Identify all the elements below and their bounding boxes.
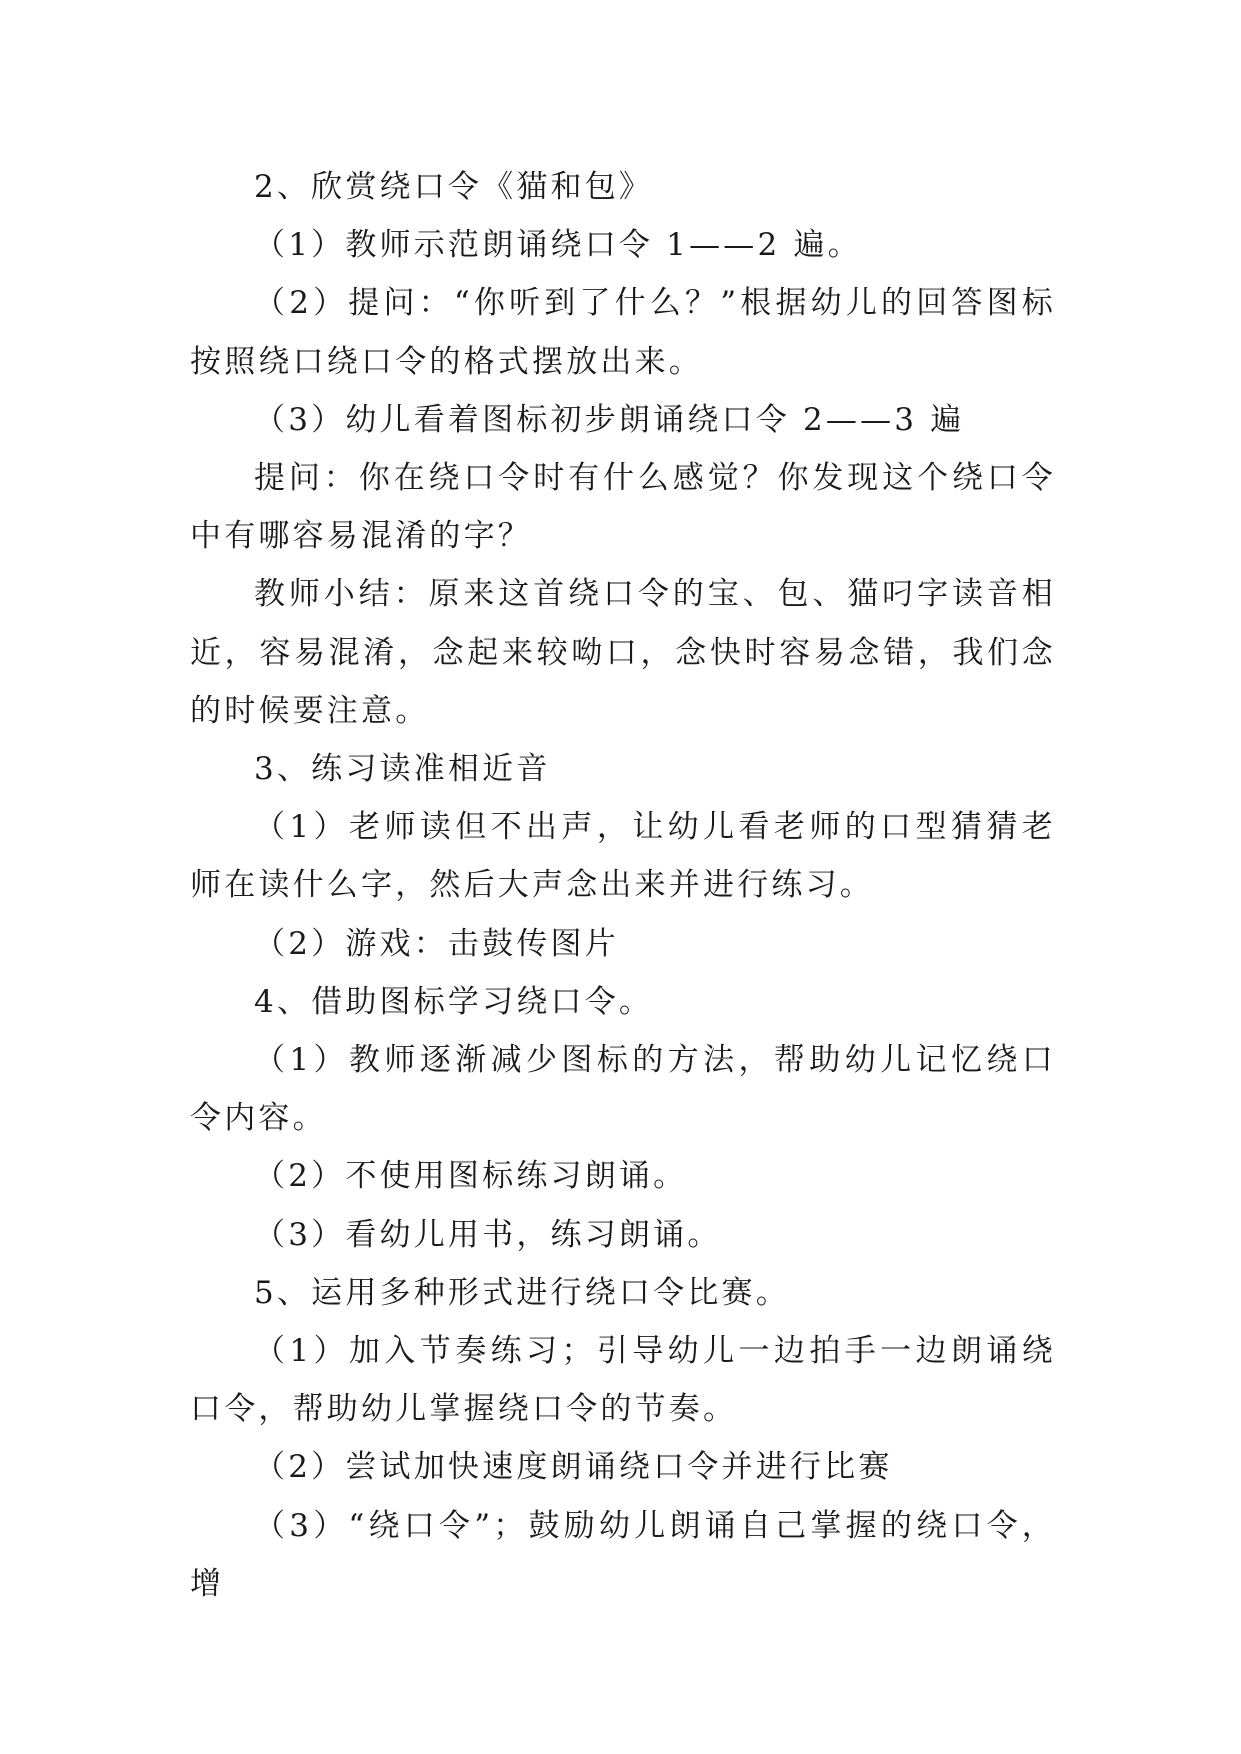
paragraph: （3）看幼儿用书，练习朗诵。	[254, 1216, 722, 1253]
paragraph: （3）幼儿看着图标初步朗诵绕口令 2——3 遍	[254, 401, 965, 438]
paragraph: 提问：你在绕口令时有什么感觉？你发现这个绕口令中有哪容易混淆的字？	[190, 460, 1056, 555]
section-heading-5: 5、运用多种形式进行绕口令比赛。	[254, 1274, 790, 1311]
section-heading-2: 2、欣赏绕口令《猫和包》	[254, 169, 654, 205]
section-heading-3: 3、练习读准相近音	[254, 751, 551, 788]
paragraph: （3）“绕口令”；鼓励幼儿朗诵自己掌握的绕口令，增	[190, 1507, 1056, 1602]
section-heading-4: 4、借助图标学习绕口令。	[254, 983, 654, 1020]
paragraph: （1）老师读但不出声，让幼儿看老师的口型猜猜老师在读什么字，然后大声念出来并进行练习。	[190, 809, 1056, 904]
paragraph: （2）尝试加快速度朗诵绕口令并进行比赛	[254, 1449, 893, 1486]
paragraph: 教师小结：原来这首绕口令的宝、包、猫叼字读音相近，容易混淆，念起来较呦口，念快时容易念错，我们念的时候要注意。	[190, 576, 1056, 729]
paragraph: （2）不使用图标练习朗诵。	[254, 1158, 688, 1195]
paragraph: （1）教师示范朗诵绕口令 1——2 遍。	[254, 227, 862, 264]
paragraph: （1）加入节奏练习；引导幼儿一边拍手一边朗诵绕口令，帮助幼儿掌握绕口令的节奏。	[190, 1333, 1056, 1428]
paragraph: （2）游戏：击鼓传图片	[254, 925, 619, 962]
paragraph: （2）提问：“你听到了什么？”根据幼儿的回答图标按照绕口绕口令的格式摆放出来。	[190, 285, 1056, 380]
document-body	[190, 158, 1056, 1613]
paragraph: （1）教师逐渐减少图标的方法，帮助幼儿记忆绕口令内容。	[190, 1042, 1056, 1137]
